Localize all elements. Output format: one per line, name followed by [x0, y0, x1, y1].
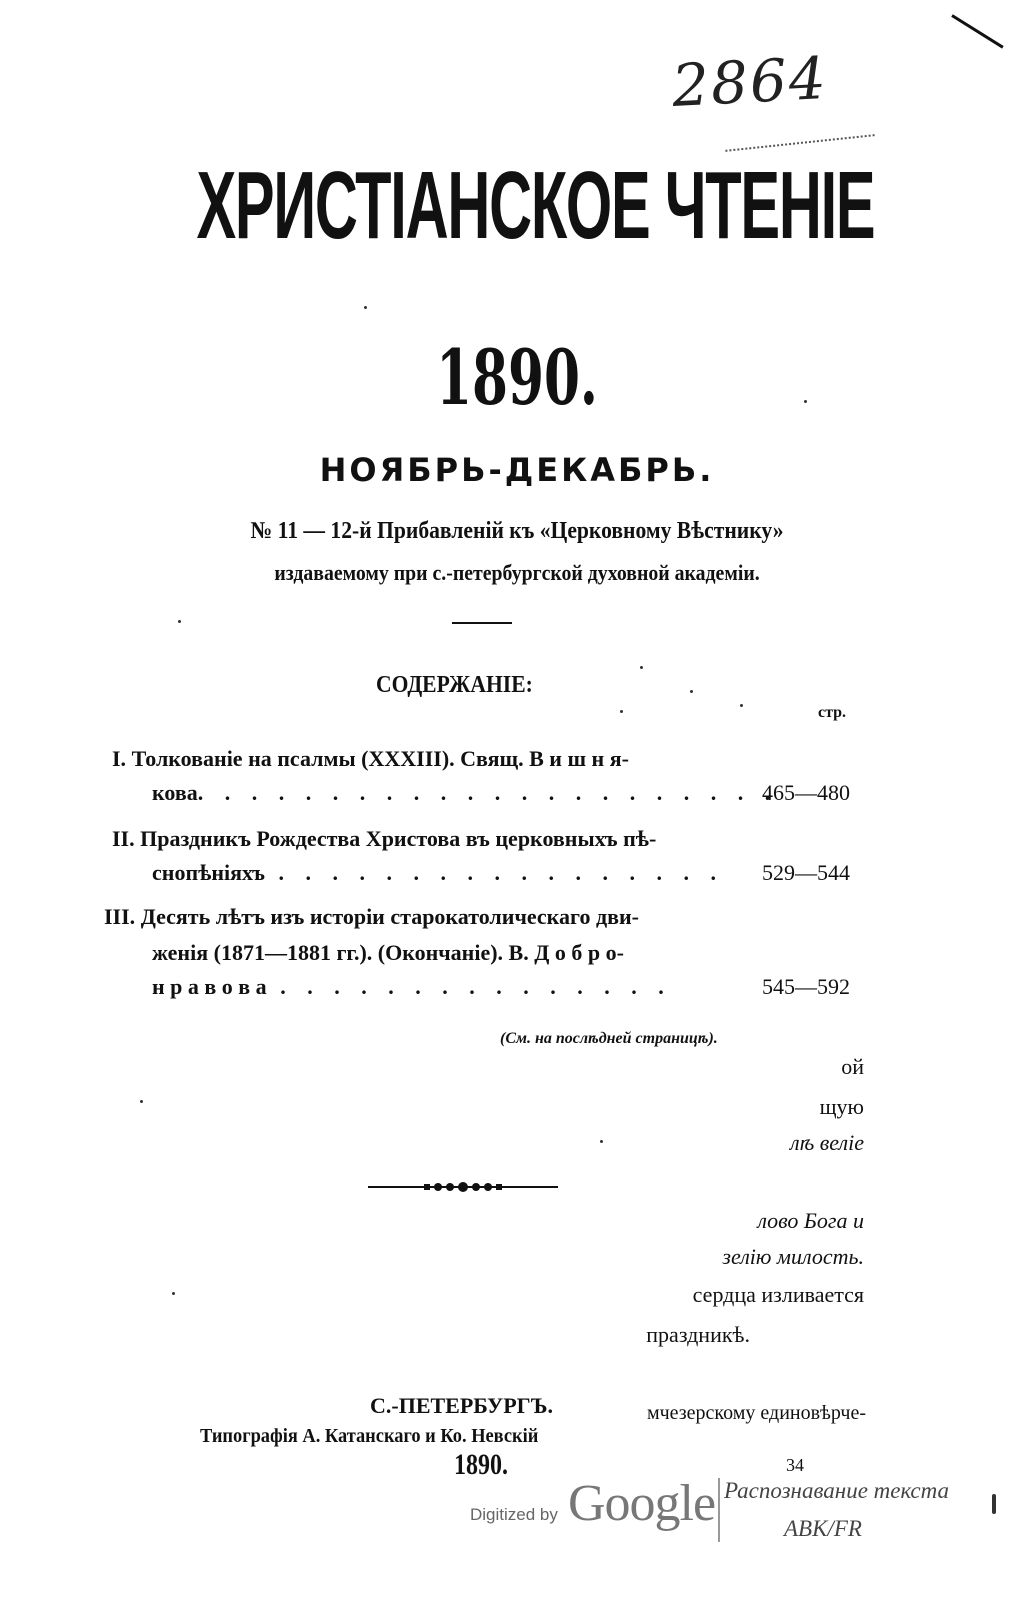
journal-title: ХРИСТІАНСКОЕ ЧТЕНІЕ [196, 152, 875, 259]
bleed-page-number: 34 [786, 1455, 804, 1475]
issue-line: № 11 — 12-й Прибавленій къ «Церковному Вѣстнику» [250, 518, 784, 544]
scan-speck [690, 690, 693, 693]
bleed-fragment-5: зелію милость. [722, 1244, 864, 1269]
toc-title: Праздникъ Рождества Христова въ церковныхъ пѣ- [140, 826, 657, 851]
corner-pen-mark [951, 14, 1003, 48]
scan-speck [172, 1292, 175, 1295]
bleed-fragment-3: лѣ велie [789, 1130, 864, 1155]
scan-speck [364, 306, 367, 309]
ocr-watermark-line2: ABK/FR [784, 1516, 862, 1541]
watermark-divider [718, 1478, 720, 1542]
scan-speck [140, 1100, 143, 1103]
toc-title-cont: снопѣніяхъ [152, 860, 265, 885]
scan-speck [740, 704, 743, 707]
toc-entry-1-line1 [112, 748, 629, 770]
handwritten-shelfmark: 2864 [670, 43, 830, 121]
toc-entry-3-line3 [152, 976, 672, 998]
toc-entry-2-line1 [112, 828, 656, 850]
journal-year: 1890. [436, 333, 598, 422]
bleed-fragment-7: праздникѣ. [646, 1322, 750, 1347]
toc-entry-3-line2: женія (1871—1881 гг.). (Окончаніе). В. Д о б р о- [152, 940, 624, 965]
shelfmark-underline [725, 134, 874, 152]
bleed-fragment-4: лово Бога и [757, 1208, 864, 1233]
toc-entry-3-line1 [104, 906, 639, 928]
issue-months: НОЯБРЬ-ДЕКАБРЬ. [319, 451, 715, 489]
decorative-ornament [368, 1180, 558, 1194]
page-column-label: стр. [818, 704, 847, 721]
separator-rule [452, 622, 512, 624]
bleed-fragment-2: щую [819, 1094, 864, 1119]
toc-entry-3-pages: 545—592 [762, 974, 850, 999]
scan-speck [600, 1140, 603, 1143]
toc-entry-2-pages: 529—544 [762, 860, 850, 885]
toc-entry-1-pages: 465—480 [762, 780, 850, 805]
toc-numeral: II. [112, 826, 135, 851]
leader-dots: . . . . . . . . . . . . . . . . . . . . . . [197, 780, 779, 805]
scan-speck [620, 710, 623, 713]
toc-numeral: III. [104, 904, 136, 929]
leader-dots: . . . . . . . . . . . . . . . . . [265, 860, 724, 885]
bleed-fragment-8: мчезерскому единовѣрче- [646, 1402, 866, 1424]
contents-heading: СОДЕРЖАНІЕ: [376, 672, 533, 698]
imprint-city: С.-ПЕТЕРБУРГЪ. [370, 1393, 553, 1418]
publisher-line: издаваемому при с.-петербургской духовной академіи. [274, 560, 760, 585]
toc-title: Толкованіе на псалмы (XXXIII). Свящ. В и ш н я- [131, 746, 629, 771]
bleed-fragment-6: сердца изливается [692, 1282, 864, 1307]
scan-speck [992, 1494, 996, 1514]
scan-speck [178, 620, 181, 623]
scan-speck [640, 666, 643, 669]
google-logo: Google [568, 1475, 716, 1532]
toc-title: Десять лѣтъ изъ исторіи старокатолическаго дви- [140, 904, 639, 929]
ocr-watermark-line1: Распознавание текста [724, 1478, 949, 1503]
toc-numeral: I. [112, 746, 127, 771]
imprint-year: 1890. [454, 1448, 508, 1481]
scan-speck [804, 400, 807, 403]
toc-entry-2-line2 [152, 862, 724, 884]
bleed-fragment-1: ой [841, 1054, 864, 1079]
toc-author: н р а в о в а [152, 974, 267, 999]
toc-author: кова [152, 780, 198, 805]
digitized-by-label: Digitized by [470, 1505, 558, 1524]
leader-dots: . . . . . . . . . . . . . . . [266, 974, 672, 999]
toc-entry-1-line2 [152, 782, 778, 804]
imprint-press: Типографія А. Катанскаго и Ко. Невскій [200, 1425, 539, 1447]
see-last-page-note: (См. на послѣдней страницѣ). [500, 1030, 718, 1047]
